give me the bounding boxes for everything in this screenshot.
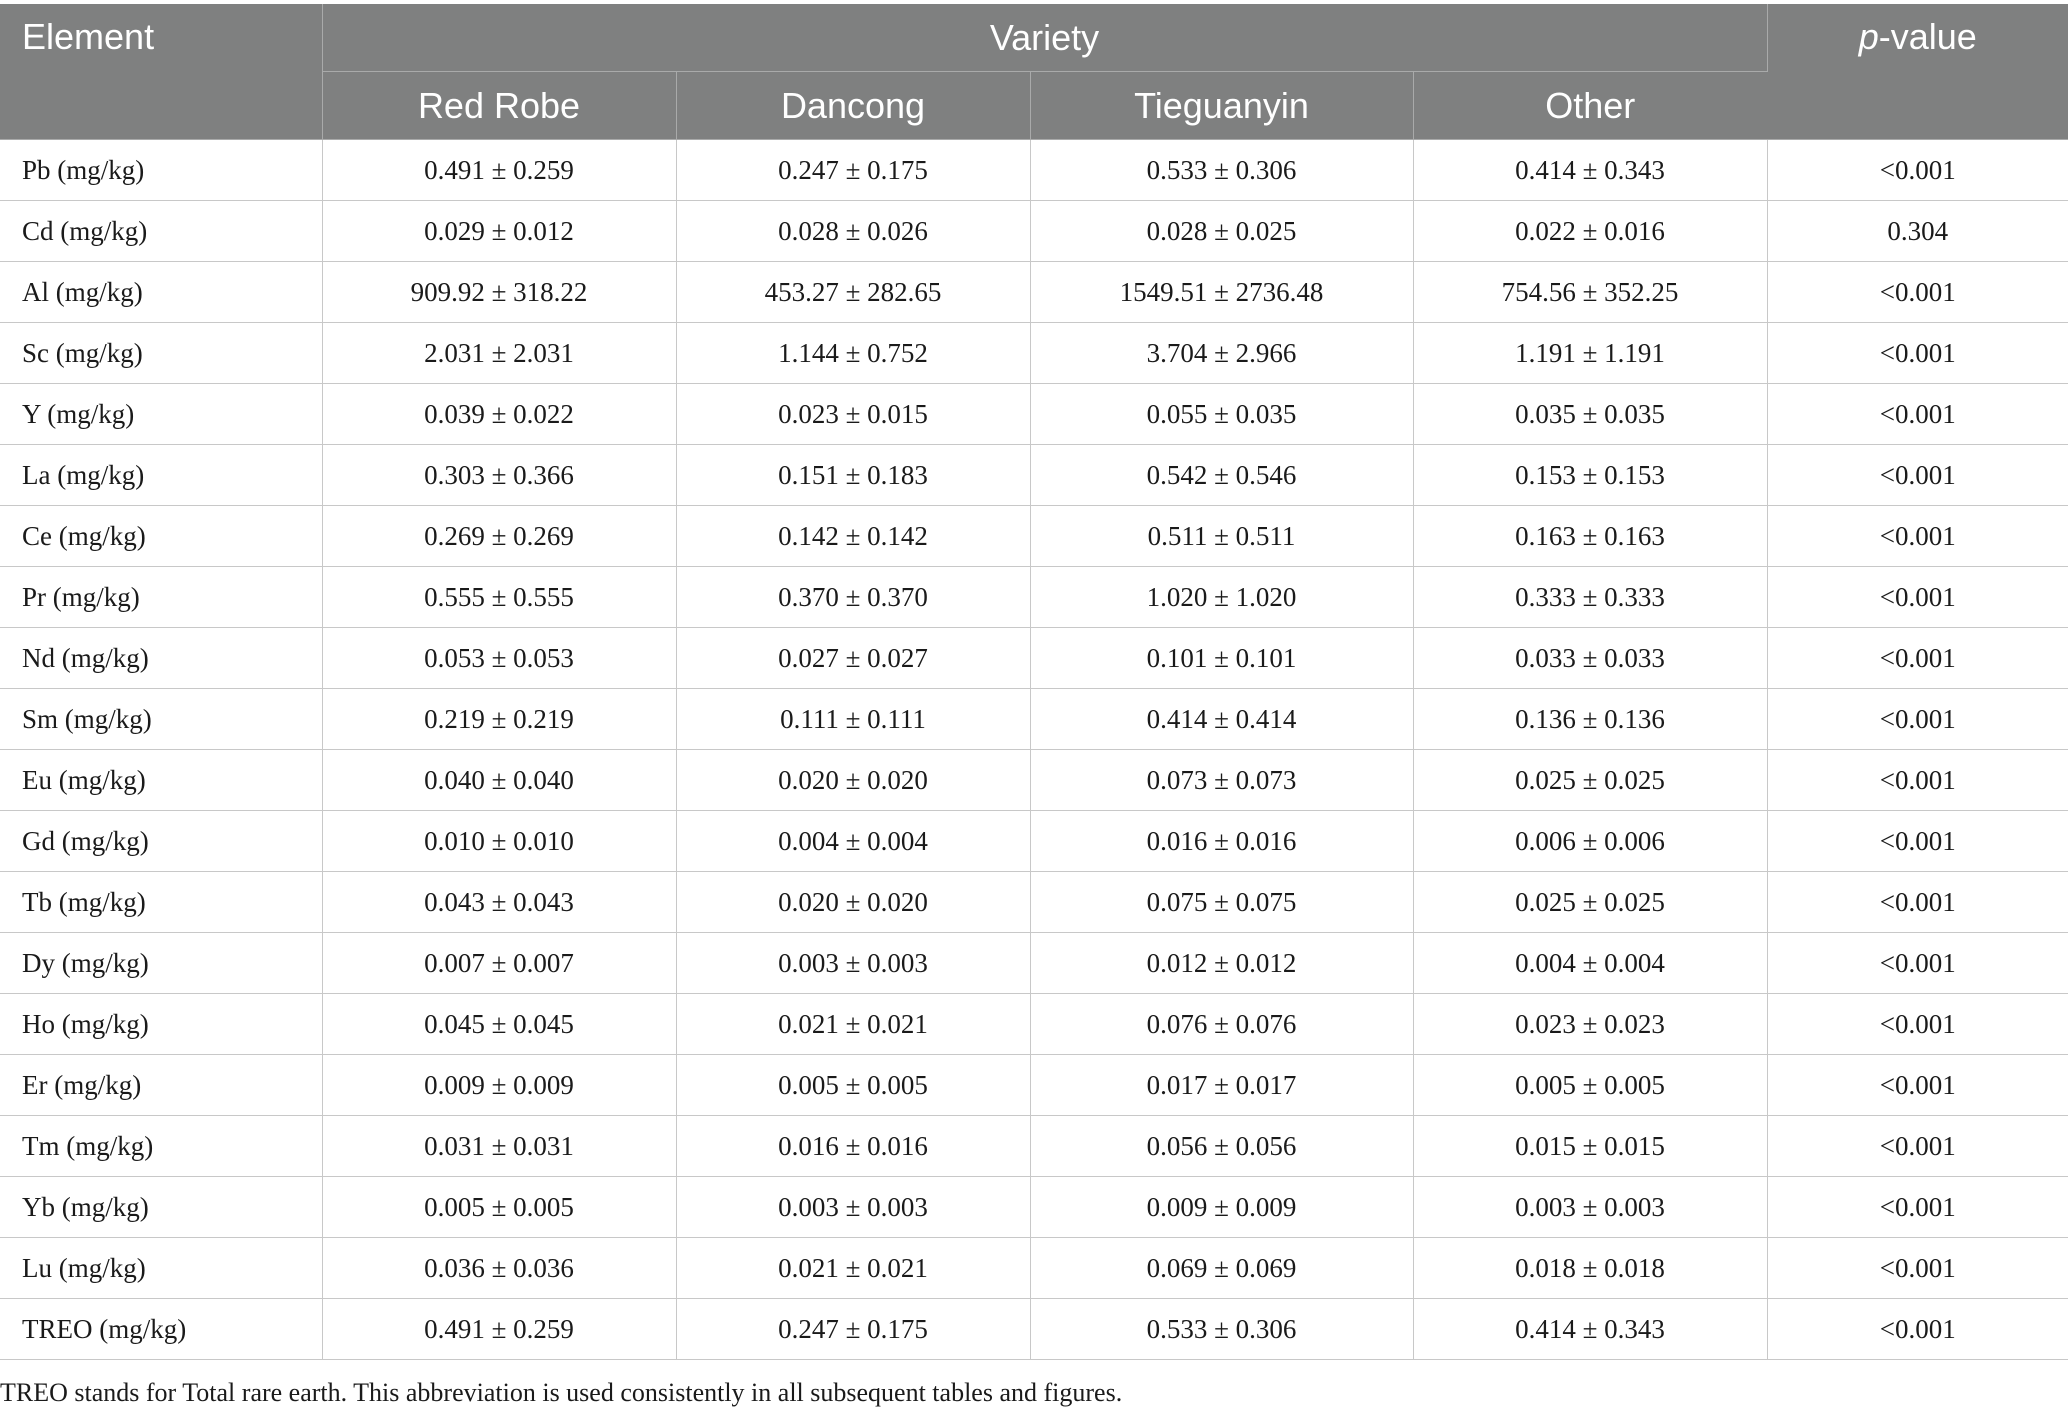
cell-other: 0.033 ± 0.033 bbox=[1413, 628, 1767, 689]
cell-tieguanyin: 0.533 ± 0.306 bbox=[1030, 1299, 1413, 1360]
cell-element: Pb (mg/kg) bbox=[0, 140, 322, 201]
cell-tieguanyin: 3.704 ± 2.966 bbox=[1030, 323, 1413, 384]
cell-dancong: 0.111 ± 0.111 bbox=[676, 689, 1030, 750]
cell-other: 0.022 ± 0.016 bbox=[1413, 201, 1767, 262]
cell-p-value: <0.001 bbox=[1767, 567, 2068, 628]
cell-p-value: 0.304 bbox=[1767, 201, 2068, 262]
cell-red-robe: 0.010 ± 0.010 bbox=[322, 811, 676, 872]
cell-tieguanyin: 0.073 ± 0.073 bbox=[1030, 750, 1413, 811]
cell-other: 0.136 ± 0.136 bbox=[1413, 689, 1767, 750]
table-row bbox=[0, 506, 2068, 567]
cell-p-value: <0.001 bbox=[1767, 1055, 2068, 1116]
cell-dancong: 0.247 ± 0.175 bbox=[676, 1299, 1030, 1360]
cell-p-value: <0.001 bbox=[1767, 1116, 2068, 1177]
table-row bbox=[0, 872, 2068, 933]
cell-dancong: 0.003 ± 0.003 bbox=[676, 1177, 1030, 1238]
cell-tieguanyin: 1549.51 ± 2736.48 bbox=[1030, 262, 1413, 323]
table-row bbox=[0, 750, 2068, 811]
cell-dancong: 0.028 ± 0.026 bbox=[676, 201, 1030, 262]
cell-red-robe: 0.007 ± 0.007 bbox=[322, 933, 676, 994]
cell-other: 0.003 ± 0.003 bbox=[1413, 1177, 1767, 1238]
table-row bbox=[0, 1116, 2068, 1177]
table-row bbox=[0, 933, 2068, 994]
table-row bbox=[0, 1177, 2068, 1238]
cell-other: 0.018 ± 0.018 bbox=[1413, 1238, 1767, 1299]
header-variety-tieguanyin: Tieguanyin bbox=[1030, 72, 1413, 140]
cell-element: Tb (mg/kg) bbox=[0, 872, 322, 933]
cell-dancong: 0.021 ± 0.021 bbox=[676, 1238, 1030, 1299]
cell-tieguanyin: 0.012 ± 0.012 bbox=[1030, 933, 1413, 994]
cell-p-value: <0.001 bbox=[1767, 933, 2068, 994]
cell-p-value: <0.001 bbox=[1767, 750, 2068, 811]
cell-other: 0.163 ± 0.163 bbox=[1413, 506, 1767, 567]
cell-p-value: <0.001 bbox=[1767, 384, 2068, 445]
table-row bbox=[0, 1055, 2068, 1116]
cell-dancong: 0.151 ± 0.183 bbox=[676, 445, 1030, 506]
header-variety-dancong: Dancong bbox=[676, 72, 1030, 140]
table-header bbox=[0, 4, 2068, 140]
cell-red-robe: 0.555 ± 0.555 bbox=[322, 567, 676, 628]
cell-tieguanyin: 0.056 ± 0.056 bbox=[1030, 1116, 1413, 1177]
cell-tieguanyin: 0.533 ± 0.306 bbox=[1030, 140, 1413, 201]
cell-red-robe: 0.053 ± 0.053 bbox=[322, 628, 676, 689]
cell-dancong: 0.016 ± 0.016 bbox=[676, 1116, 1030, 1177]
cell-p-value: <0.001 bbox=[1767, 1299, 2068, 1360]
cell-other: 0.153 ± 0.153 bbox=[1413, 445, 1767, 506]
cell-red-robe: 0.043 ± 0.043 bbox=[322, 872, 676, 933]
cell-p-value: <0.001 bbox=[1767, 1238, 2068, 1299]
cell-red-robe: 0.491 ± 0.259 bbox=[322, 1299, 676, 1360]
table-row bbox=[0, 140, 2068, 201]
table-row bbox=[0, 994, 2068, 1055]
cell-p-value: <0.001 bbox=[1767, 872, 2068, 933]
cell-red-robe: 0.005 ± 0.005 bbox=[322, 1177, 676, 1238]
cell-red-robe: 0.219 ± 0.219 bbox=[322, 689, 676, 750]
cell-p-value: <0.001 bbox=[1767, 811, 2068, 872]
cell-dancong: 0.003 ± 0.003 bbox=[676, 933, 1030, 994]
cell-dancong: 0.023 ± 0.015 bbox=[676, 384, 1030, 445]
cell-p-value: <0.001 bbox=[1767, 262, 2068, 323]
cell-other: 0.414 ± 0.343 bbox=[1413, 140, 1767, 201]
cell-red-robe: 0.303 ± 0.366 bbox=[322, 445, 676, 506]
cell-tieguanyin: 0.414 ± 0.414 bbox=[1030, 689, 1413, 750]
cell-element: Dy (mg/kg) bbox=[0, 933, 322, 994]
cell-element: Gd (mg/kg) bbox=[0, 811, 322, 872]
cell-tieguanyin: 0.511 ± 0.511 bbox=[1030, 506, 1413, 567]
table-row bbox=[0, 445, 2068, 506]
cell-p-value: <0.001 bbox=[1767, 506, 2068, 567]
cell-other: 0.035 ± 0.035 bbox=[1413, 384, 1767, 445]
cell-tieguanyin: 0.542 ± 0.546 bbox=[1030, 445, 1413, 506]
table-row bbox=[0, 567, 2068, 628]
header-variety-other: Other bbox=[1413, 72, 1767, 140]
cell-element: Cd (mg/kg) bbox=[0, 201, 322, 262]
cell-red-robe: 0.031 ± 0.031 bbox=[322, 1116, 676, 1177]
cell-element: Tm (mg/kg) bbox=[0, 1116, 322, 1177]
cell-red-robe: 0.036 ± 0.036 bbox=[322, 1238, 676, 1299]
cell-element: Ce (mg/kg) bbox=[0, 506, 322, 567]
cell-red-robe: 0.045 ± 0.045 bbox=[322, 994, 676, 1055]
cell-dancong: 0.005 ± 0.005 bbox=[676, 1055, 1030, 1116]
cell-red-robe: 0.040 ± 0.040 bbox=[322, 750, 676, 811]
cell-other: 0.023 ± 0.023 bbox=[1413, 994, 1767, 1055]
cell-other: 0.005 ± 0.005 bbox=[1413, 1055, 1767, 1116]
cell-p-value: <0.001 bbox=[1767, 689, 2068, 750]
data-table-container bbox=[0, 4, 2068, 1360]
element-variety-table bbox=[0, 4, 2068, 1360]
cell-element: Y (mg/kg) bbox=[0, 384, 322, 445]
table-row bbox=[0, 811, 2068, 872]
table-row bbox=[0, 1238, 2068, 1299]
table-row bbox=[0, 201, 2068, 262]
header-element: Element bbox=[0, 4, 322, 140]
cell-element: Ho (mg/kg) bbox=[0, 994, 322, 1055]
header-variety: Variety bbox=[322, 4, 1767, 72]
cell-dancong: 0.020 ± 0.020 bbox=[676, 872, 1030, 933]
cell-element: Al (mg/kg) bbox=[0, 262, 322, 323]
cell-element: Sm (mg/kg) bbox=[0, 689, 322, 750]
cell-other: 0.006 ± 0.006 bbox=[1413, 811, 1767, 872]
cell-other: 0.025 ± 0.025 bbox=[1413, 872, 1767, 933]
cell-other: 0.333 ± 0.333 bbox=[1413, 567, 1767, 628]
cell-tieguanyin: 0.028 ± 0.025 bbox=[1030, 201, 1413, 262]
table-footnote: TREO stands for Total rare earth. This abbreviation is used consistently in all subsequent tables and figures. bbox=[0, 1378, 1123, 1407]
cell-dancong: 0.020 ± 0.020 bbox=[676, 750, 1030, 811]
cell-element: TREO (mg/kg) bbox=[0, 1299, 322, 1360]
cell-dancong: 453.27 ± 282.65 bbox=[676, 262, 1030, 323]
cell-dancong: 0.370 ± 0.370 bbox=[676, 567, 1030, 628]
cell-other: 1.191 ± 1.191 bbox=[1413, 323, 1767, 384]
cell-p-value: <0.001 bbox=[1767, 445, 2068, 506]
cell-dancong: 0.027 ± 0.027 bbox=[676, 628, 1030, 689]
cell-p-value: <0.001 bbox=[1767, 140, 2068, 201]
header-row-top bbox=[0, 4, 2068, 72]
cell-other: 0.015 ± 0.015 bbox=[1413, 1116, 1767, 1177]
cell-red-robe: 0.269 ± 0.269 bbox=[322, 506, 676, 567]
cell-element: Nd (mg/kg) bbox=[0, 628, 322, 689]
table-body bbox=[0, 140, 2068, 1360]
cell-other: 754.56 ± 352.25 bbox=[1413, 262, 1767, 323]
header-variety-red-robe: Red Robe bbox=[322, 72, 676, 140]
header-p-value bbox=[1767, 4, 2068, 140]
table-row bbox=[0, 323, 2068, 384]
cell-element: Sc (mg/kg) bbox=[0, 323, 322, 384]
cell-tieguanyin: 0.055 ± 0.035 bbox=[1030, 384, 1413, 445]
cell-tieguanyin: 1.020 ± 1.020 bbox=[1030, 567, 1413, 628]
cell-p-value: <0.001 bbox=[1767, 323, 2068, 384]
cell-dancong: 1.144 ± 0.752 bbox=[676, 323, 1030, 384]
table-row bbox=[0, 628, 2068, 689]
cell-red-robe: 0.491 ± 0.259 bbox=[322, 140, 676, 201]
header-p-value-italic: p bbox=[1858, 16, 1879, 57]
cell-dancong: 0.021 ± 0.021 bbox=[676, 994, 1030, 1055]
cell-tieguanyin: 0.009 ± 0.009 bbox=[1030, 1177, 1413, 1238]
cell-element: Er (mg/kg) bbox=[0, 1055, 322, 1116]
cell-other: 0.414 ± 0.343 bbox=[1413, 1299, 1767, 1360]
cell-tieguanyin: 0.076 ± 0.076 bbox=[1030, 994, 1413, 1055]
cell-dancong: 0.004 ± 0.004 bbox=[676, 811, 1030, 872]
cell-dancong: 0.247 ± 0.175 bbox=[676, 140, 1030, 201]
cell-tieguanyin: 0.101 ± 0.101 bbox=[1030, 628, 1413, 689]
cell-red-robe: 2.031 ± 2.031 bbox=[322, 323, 676, 384]
cell-element: Pr (mg/kg) bbox=[0, 567, 322, 628]
cell-p-value: <0.001 bbox=[1767, 994, 2068, 1055]
cell-tieguanyin: 0.017 ± 0.017 bbox=[1030, 1055, 1413, 1116]
table-row bbox=[0, 689, 2068, 750]
cell-red-robe: 0.029 ± 0.012 bbox=[322, 201, 676, 262]
cell-element: La (mg/kg) bbox=[0, 445, 322, 506]
table-row bbox=[0, 262, 2068, 323]
cell-element: Eu (mg/kg) bbox=[0, 750, 322, 811]
cell-p-value: <0.001 bbox=[1767, 628, 2068, 689]
table-row bbox=[0, 1299, 2068, 1360]
cell-red-robe: 0.039 ± 0.022 bbox=[322, 384, 676, 445]
cell-tieguanyin: 0.075 ± 0.075 bbox=[1030, 872, 1413, 933]
cell-element: Yb (mg/kg) bbox=[0, 1177, 322, 1238]
cell-other: 0.004 ± 0.004 bbox=[1413, 933, 1767, 994]
header-p-value-suffix: -value bbox=[1878, 16, 1977, 57]
cell-red-robe: 909.92 ± 318.22 bbox=[322, 262, 676, 323]
cell-element: Lu (mg/kg) bbox=[0, 1238, 322, 1299]
cell-tieguanyin: 0.069 ± 0.069 bbox=[1030, 1238, 1413, 1299]
cell-p-value: <0.001 bbox=[1767, 1177, 2068, 1238]
table-row bbox=[0, 384, 2068, 445]
cell-tieguanyin: 0.016 ± 0.016 bbox=[1030, 811, 1413, 872]
cell-red-robe: 0.009 ± 0.009 bbox=[322, 1055, 676, 1116]
cell-other: 0.025 ± 0.025 bbox=[1413, 750, 1767, 811]
cell-dancong: 0.142 ± 0.142 bbox=[676, 506, 1030, 567]
